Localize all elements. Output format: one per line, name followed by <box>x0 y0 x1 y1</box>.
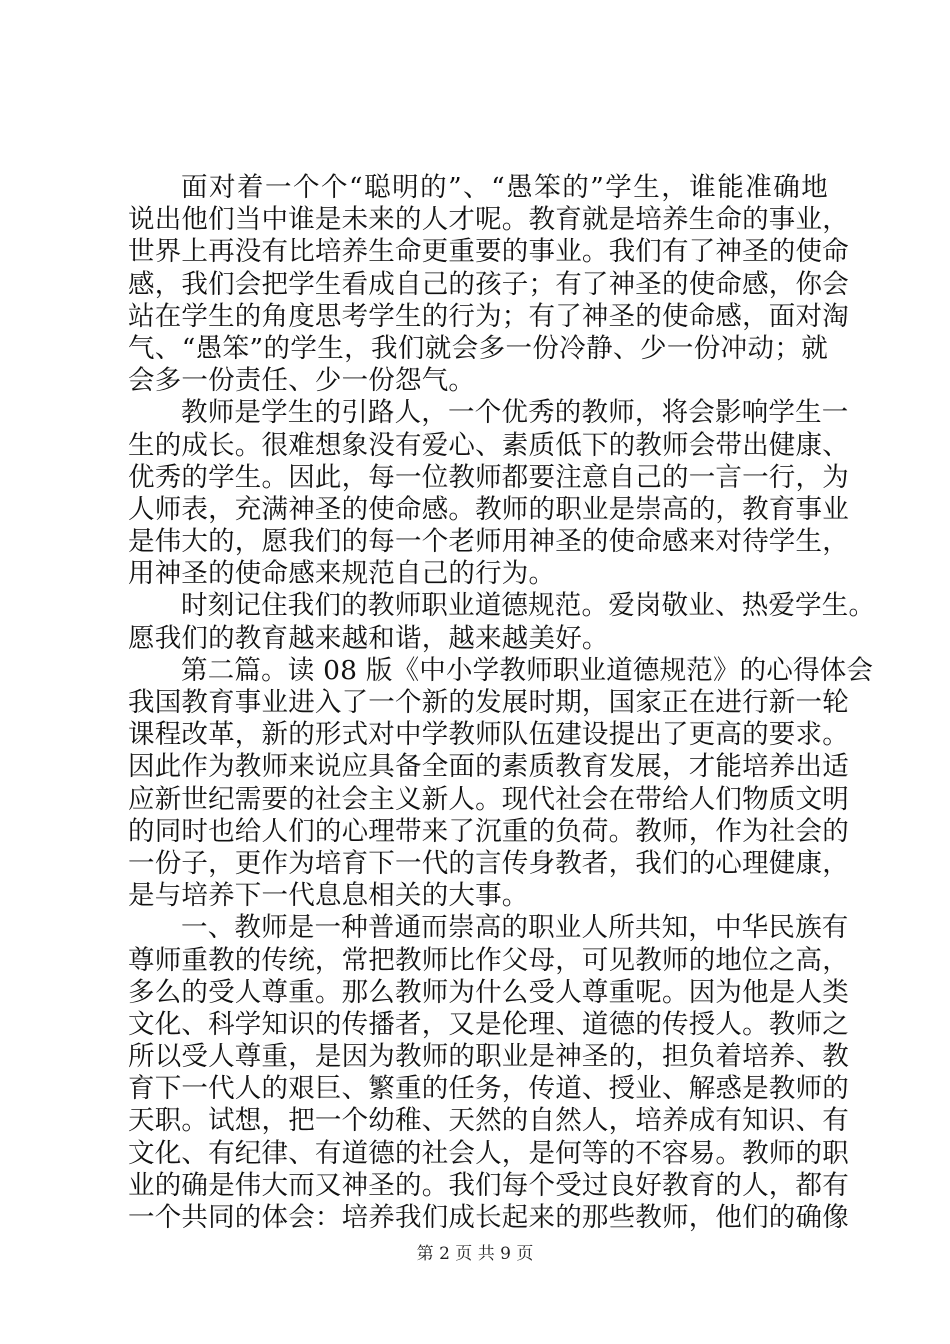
text-line: 是与培养下一代息息相关的大事。 <box>128 880 529 912</box>
document-body <box>128 172 876 1234</box>
text-line: 育下一代人的艰巨、繁重的任务，传道、授业、解惑是教师的 <box>128 1073 849 1105</box>
text-line: 文化、有纪律、有道德的社会人，是何等的不容易。教师的职 <box>128 1137 849 1169</box>
text-line: 时刻记住我们的教师职业道德规范。爱岗敬业、热爱学生。 <box>181 590 876 622</box>
text-line: 气、“愚笨”的学生，我们就会多一份冷静、少一份冲动；就 <box>128 332 828 364</box>
text-line: 多么的受人尊重。那么教师为什么受人尊重呢。因为他是人类 <box>128 976 849 1008</box>
text-line: 生的成长。很难想象没有爱心、素质低下的教师会带出健康、 <box>128 429 849 461</box>
page-number-footer: 第 2 页 共 9 页 <box>416 1244 534 1264</box>
text-line: 所以受人尊重，是因为教师的职业是神圣的，担负着培养、教 <box>128 1041 849 1073</box>
text-line: 优秀的学生。因此，每一位教师都要注意自己的一言一行，为 <box>128 461 849 493</box>
text-line: 因此作为教师来说应具备全面的素质教育发展，才能培养出适 <box>128 751 849 783</box>
text-line: 第二篇。读 08 版《中小学教师职业道德规范》的心得体会 <box>181 654 874 686</box>
text-line: 业的确是伟大而又神圣的。我们每个受过良好教育的人，都有 <box>128 1169 849 1201</box>
text-line: 人师表，充满神圣的使命感。教师的职业是崇高的，教育事业 <box>128 493 849 525</box>
text-line: 是伟大的，愿我们的每一个老师用神圣的使命感来对待学生， <box>128 526 849 558</box>
text-line: 说出他们当中谁是未来的人才呢。教育就是培养生命的事业， <box>128 204 849 236</box>
text-line: 一个共同的体会：培养我们成长起来的那些教师，他们的确像 <box>128 1202 849 1233</box>
text-line: 课程改革，新的形式对中学教师队伍建设提出了更高的要求。 <box>128 719 849 751</box>
text-line: 的同时也给人们的心理带来了沉重的负荷。教师，作为社会的 <box>128 815 849 847</box>
text-line: 我国教育事业进入了一个新的发展时期，国家正在进行新一轮 <box>128 687 849 718</box>
text-line: 世界上再没有比培养生命更重要的事业。我们有了神圣的使命 <box>128 236 849 268</box>
text-line: 文化、科学知识的传播者，又是伦理、道德的传授人。教师之 <box>128 1008 849 1040</box>
text-line: 天职。试想，把一个幼稚、天然的自然人，培养成有知识、有 <box>128 1105 849 1137</box>
text-line: 会多一份责任、少一份怨气。 <box>128 365 476 397</box>
text-line: 愿我们的教育越来越和谐，越来越美好。 <box>128 622 609 654</box>
text-line: 站在学生的角度思考学生的行为；有了神圣的使命感，面对淘 <box>128 300 849 332</box>
text-line: 面对着一个个“聪明的”、“愚笨的”学生，谁能准确地 <box>181 172 828 203</box>
text-line: 教师是学生的引路人，一个优秀的教师，将会影响学生一 <box>181 397 849 429</box>
text-line: 用神圣的使命感来规范自己的行为。 <box>128 558 556 590</box>
text-line: 尊师重教的传统，常把教师比作父母，可见教师的地位之高， <box>128 944 849 976</box>
text-line: 感，我们会把学生看成自己的孩子；有了神圣的使命感，你会 <box>128 268 849 300</box>
text-line: 应新世纪需要的社会主义新人。现代社会在带给人们物质文明 <box>128 783 849 815</box>
text-line: 一、教师是一种普通而崇高的职业人所共知，中华民族有 <box>181 912 849 944</box>
text-line: 一份子，更作为培育下一代的言传身教者，我们的心理健康， <box>128 847 849 879</box>
